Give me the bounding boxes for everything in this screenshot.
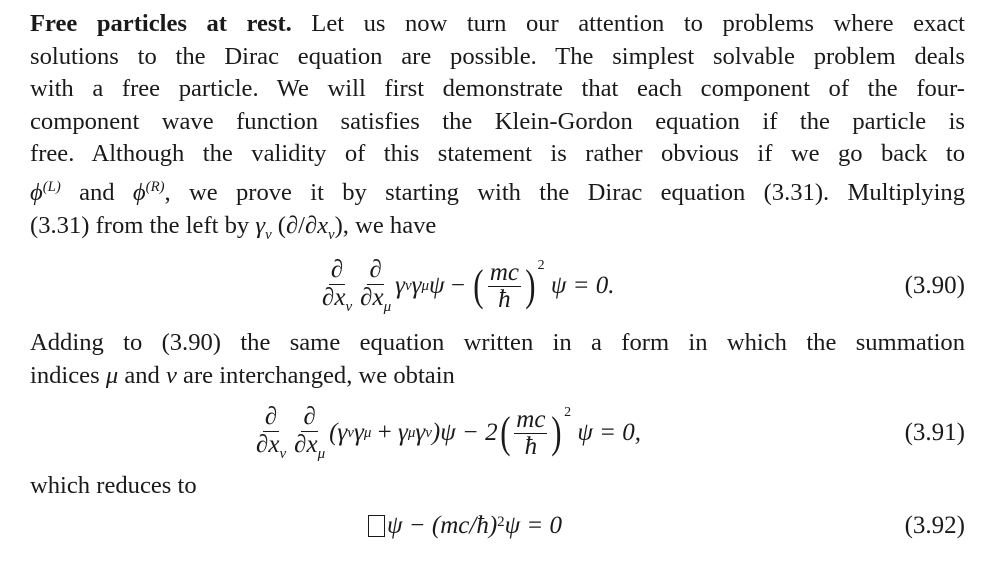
numerator: ∂ xyxy=(303,403,316,431)
denominator xyxy=(320,285,354,316)
close-group: )ψ − 2 xyxy=(431,419,498,447)
subscript-nu: ν xyxy=(279,445,287,462)
text-line xyxy=(30,171,965,210)
phi-symbol: ϕ xyxy=(30,179,43,207)
text-span: (∂/∂ xyxy=(271,211,318,239)
equation-3-92 xyxy=(30,503,965,549)
subscript-nu: ν xyxy=(347,424,354,441)
paragraph-2 xyxy=(30,327,965,392)
numerator: ∂ xyxy=(330,256,344,284)
dx-symbol: ∂x xyxy=(360,283,384,311)
subscript-nu: ν xyxy=(404,277,412,294)
subscript-nu: ν xyxy=(345,298,353,315)
dx-symbol: ∂x xyxy=(322,283,346,311)
phi-symbol: ϕ xyxy=(132,179,146,207)
x-symbol: x xyxy=(317,211,329,239)
exponent-two: 2 xyxy=(497,513,505,530)
paragraph-1 xyxy=(30,8,965,251)
denominator xyxy=(358,285,393,316)
partial-fraction xyxy=(358,257,393,315)
numerator: ∂ xyxy=(264,403,278,431)
equation-body xyxy=(318,251,615,321)
text-span: Let us now turn our attention to problems where exact xyxy=(291,10,965,37)
gamma-symbol: γ xyxy=(395,272,405,300)
plus-sign: + xyxy=(371,419,398,447)
subscript-mu: μ xyxy=(407,424,416,441)
equation-body xyxy=(368,503,562,549)
dx-symbol: ∂x xyxy=(256,430,280,458)
subscript-mu: μ xyxy=(421,277,430,294)
subscript-mu: μ xyxy=(317,445,326,462)
text-line: which reduces to xyxy=(30,472,197,500)
open-paren: ( xyxy=(499,408,511,458)
text-span: are interchanged, we obtain xyxy=(176,361,455,389)
subscript-mu: μ xyxy=(383,298,392,315)
equation-3-90 xyxy=(30,251,965,321)
psi-symbol: ψ xyxy=(429,272,445,300)
numerator: mc xyxy=(516,405,546,433)
text-span: and xyxy=(60,179,133,207)
text-span: (3.31) from the left by xyxy=(30,211,256,239)
partial-fraction xyxy=(320,257,354,315)
text-line xyxy=(30,360,965,393)
text-span: ), we have xyxy=(334,211,437,239)
text-span: indices xyxy=(30,361,106,389)
numerator: mc xyxy=(489,258,519,286)
page-content xyxy=(30,8,965,549)
dx-symbol: ∂x xyxy=(294,430,318,458)
gamma-symbol: γ xyxy=(397,419,408,447)
minus-sign: − xyxy=(444,272,472,300)
text-line: free. Although the validity of this statement is rather obvious if we go back to xyxy=(30,140,965,168)
exponent-two: 2 xyxy=(537,258,545,274)
paragraph-3 xyxy=(30,470,965,503)
subscript-nu: ν xyxy=(328,226,335,243)
denominator: ħ xyxy=(524,432,538,460)
subscript-nu: ν xyxy=(425,424,432,441)
close-paren: ) xyxy=(525,261,536,311)
dalembertian-box-icon xyxy=(368,515,385,537)
section-heading: Free particles at rest. xyxy=(30,10,292,37)
denominator: ħ xyxy=(498,285,511,313)
partial-fraction xyxy=(292,404,327,462)
exponent-two: 2 xyxy=(564,405,572,421)
text-span: , we prove it by starting with the Dirac equation (3.31). Multiplying xyxy=(164,179,966,207)
equation-tail: ψ = 0 xyxy=(504,512,563,540)
equation-number: (3.91) xyxy=(904,419,965,447)
equation-tail: ψ = 0. xyxy=(544,272,615,300)
subscript-mu: μ xyxy=(363,424,372,441)
text-line: with a free particle. We will first demonstrate that each component of the four- xyxy=(30,75,965,103)
text-line: component wave function satisfies the Klein-Gordon equation if the particle is xyxy=(30,107,965,135)
partial-fraction xyxy=(254,404,288,462)
superscript-r: (R) xyxy=(145,178,165,195)
gamma-symbol: γ xyxy=(415,419,426,447)
open-paren: ( xyxy=(473,261,484,311)
mc-over-hbar xyxy=(514,407,547,461)
denominator xyxy=(254,432,288,463)
equation-body-text: ψ − (mc/ħ) xyxy=(387,512,498,540)
numerator: ∂ xyxy=(369,256,382,284)
equation-body xyxy=(252,398,641,468)
text-line: solutions to the Dirac equation are possible. The simplest solvable problem deals xyxy=(30,42,965,70)
equation-number: (3.90) xyxy=(904,272,965,300)
text-span: and xyxy=(118,361,166,389)
equation-tail: ψ = 0, xyxy=(571,419,641,447)
gamma-symbol: γ xyxy=(353,419,364,447)
text-line xyxy=(30,210,965,252)
mc-over-hbar xyxy=(488,260,521,314)
open-group: (γ xyxy=(329,419,348,447)
superscript-l: (L) xyxy=(42,178,61,195)
close-paren: ) xyxy=(551,408,562,458)
equation-number: (3.92) xyxy=(904,512,965,540)
nu-symbol: ν xyxy=(165,361,177,389)
text-line xyxy=(30,8,965,41)
subscript-nu: ν xyxy=(265,226,272,243)
denominator xyxy=(292,432,327,463)
equation-3-91 xyxy=(30,398,965,468)
gamma-symbol: γ xyxy=(255,211,266,239)
gamma-symbol: γ xyxy=(411,272,422,300)
text-line: Adding to (3.90) the same equation written in a form in which the summation xyxy=(30,329,965,357)
mu-symbol: μ xyxy=(105,361,119,389)
